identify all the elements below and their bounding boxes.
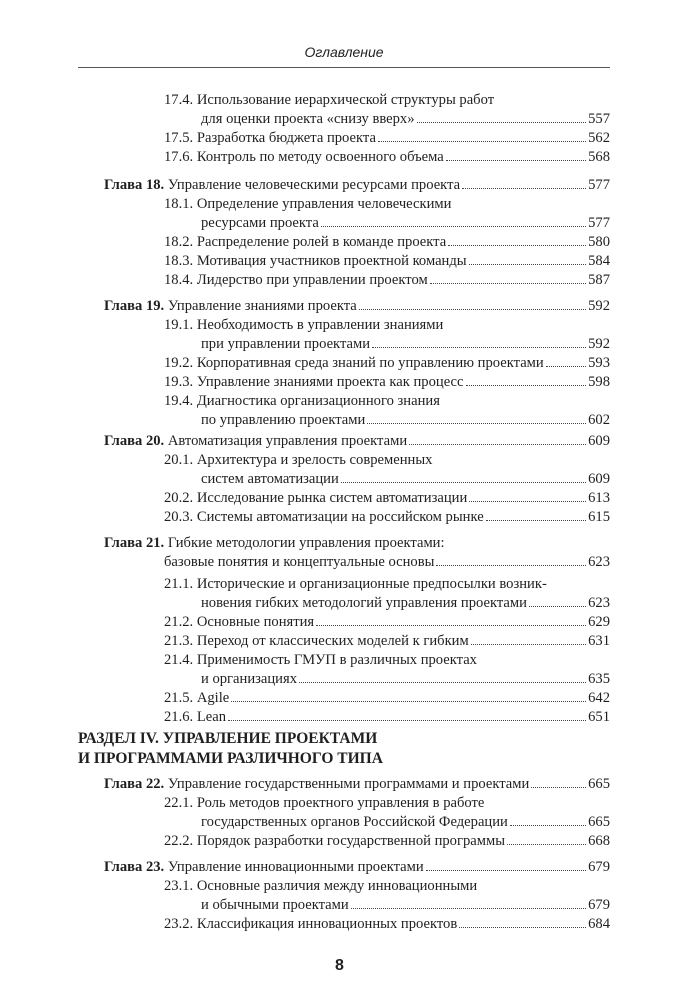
section-heading-line1: РАЗДЕЛ IV. УПРАВЛЕНИЕ ПРОЕКТАМИ xyxy=(78,730,378,747)
page-ref: 568 xyxy=(588,149,610,165)
leader-dots xyxy=(529,605,586,607)
leader-dots xyxy=(446,159,586,161)
entry-title: Корпоративная среда знаний по управлению проектами xyxy=(196,355,544,371)
running-title: Оглавление xyxy=(304,44,384,60)
entry-title: Классификация инновационных проектов xyxy=(196,916,458,932)
entry-title: Распределение ролей в команде проекта xyxy=(196,234,447,250)
toc-entry-23-1[interactable] xyxy=(164,877,610,915)
chapter-title: Гибкие методологии управления проектами: xyxy=(167,535,445,551)
toc-entry-23-2[interactable] xyxy=(164,915,610,934)
entry-title-continued: и организациях xyxy=(201,671,298,687)
entry-title: Управление знаниями проекта как процесс xyxy=(196,374,464,390)
entry-title: Основные различия между инновационными xyxy=(196,878,478,894)
entry-number: 21.6. xyxy=(164,709,194,725)
leader-dots xyxy=(372,346,586,348)
page-ref: 592 xyxy=(588,298,610,314)
toc-entry-21-6[interactable] xyxy=(164,708,610,727)
page-ref: 602 xyxy=(588,412,610,428)
section-heading-line2: И ПРОГРАММАМИ РАЗЛИЧНОГО ТИПА xyxy=(78,750,383,767)
page-ref: 577 xyxy=(588,215,610,231)
header-rule xyxy=(78,67,610,68)
leader-dots xyxy=(462,187,586,189)
leader-dots xyxy=(486,519,586,521)
leader-dots xyxy=(510,824,586,826)
entry-number: 20.3. xyxy=(164,509,194,525)
page-ref: 557 xyxy=(588,111,610,127)
page-ref: 668 xyxy=(588,833,610,849)
entry-number: 18.1. xyxy=(164,196,194,212)
page-ref: 584 xyxy=(588,253,610,269)
entry-number: 18.3. xyxy=(164,253,194,269)
entry-title: Основные понятия xyxy=(196,614,315,630)
toc-chapter-20[interactable] xyxy=(104,432,610,451)
chapter-title: Автоматизация управления проектами xyxy=(167,433,408,449)
chapter-label: Глава 23. xyxy=(104,859,165,875)
toc-entry-22-1[interactable] xyxy=(164,794,610,832)
toc-entry-19-3[interactable] xyxy=(164,373,610,392)
toc-chapter-21[interactable] xyxy=(104,534,610,572)
entry-title-continued: государственных органов Российской Федерации xyxy=(201,814,508,830)
entry-number: 17.6. xyxy=(164,149,194,165)
page-ref: 587 xyxy=(588,272,610,288)
chapter-title-continued: базовые понятия и концептуальные основы xyxy=(164,554,435,570)
toc-entry-19-2[interactable] xyxy=(164,354,610,373)
toc-entry-21-1[interactable] xyxy=(164,575,610,613)
leader-dots xyxy=(231,700,586,702)
toc-entry-17-6[interactable] xyxy=(164,148,610,167)
page-ref: 631 xyxy=(588,633,610,649)
page-ref: 623 xyxy=(588,554,610,570)
entry-title: Диагностика организационного знания xyxy=(196,393,440,409)
entry-title: Роль методов проектного управления в работе xyxy=(196,795,485,811)
entry-title-continued: новения гибких методологий управления проектами xyxy=(201,595,527,611)
leader-dots xyxy=(316,624,586,626)
page-ref: 665 xyxy=(588,776,610,792)
page-ref: 629 xyxy=(588,614,610,630)
toc-chapter-23[interactable] xyxy=(104,858,610,877)
leader-dots xyxy=(507,843,586,845)
entry-title-continued: для оценки проекта «снизу вверх» xyxy=(201,111,415,127)
entry-number: 20.1. xyxy=(164,452,194,468)
toc-entry-19-4[interactable] xyxy=(164,392,610,430)
toc-chapter-22[interactable] xyxy=(104,775,610,794)
page-ref: 562 xyxy=(588,130,610,146)
entry-number: 21.1. xyxy=(164,576,194,592)
page-ref: 615 xyxy=(588,509,610,525)
leader-dots xyxy=(469,263,587,265)
chapter-label: Глава 19. xyxy=(104,298,165,314)
chapter-title: Управление инновационными проектами xyxy=(167,859,424,875)
entry-title: Применимость ГМУП в различных проектах xyxy=(196,652,477,668)
toc-entry-19-1[interactable] xyxy=(164,316,610,354)
toc-entry-20-3[interactable] xyxy=(164,508,610,527)
toc-entry-17-5[interactable] xyxy=(164,129,610,148)
entry-title: Архитектура и зрелость современных xyxy=(196,452,433,468)
page-ref: 623 xyxy=(588,595,610,611)
leader-dots xyxy=(546,365,586,367)
toc-chapter-19[interactable] xyxy=(104,297,610,316)
chapter-label: Глава 22. xyxy=(104,776,165,792)
leader-dots xyxy=(448,244,586,246)
page-ref: 609 xyxy=(588,471,610,487)
leader-dots xyxy=(426,869,586,871)
entry-number: 19.3. xyxy=(164,374,194,390)
page-ref: 651 xyxy=(588,709,610,725)
toc-entry-22-2[interactable] xyxy=(164,832,610,851)
chapter-label: Глава 18. xyxy=(104,177,165,193)
entry-title: Порядок разработки государственной программы xyxy=(196,833,506,849)
entry-title-continued: систем автоматизации xyxy=(201,471,339,487)
page-ref: 679 xyxy=(588,859,610,875)
entry-number: 19.4. xyxy=(164,393,194,409)
toc-entry-21-4[interactable] xyxy=(164,651,610,689)
page-ref: 593 xyxy=(588,355,610,371)
leader-dots xyxy=(409,443,586,445)
page-number: 8 xyxy=(335,957,344,974)
entry-title: Лидерство при управлении проектом xyxy=(196,272,428,288)
toc-entry-18-4[interactable] xyxy=(164,271,610,290)
entry-number: 23.1. xyxy=(164,878,194,894)
page-ref: 684 xyxy=(588,916,610,932)
page-ref: 665 xyxy=(588,814,610,830)
entry-title: Agile xyxy=(196,690,230,706)
page-ref: 642 xyxy=(588,690,610,706)
leader-dots xyxy=(469,500,586,502)
leader-dots xyxy=(466,384,587,386)
leader-dots xyxy=(359,308,586,310)
toc-entry-18-3[interactable] xyxy=(164,252,610,271)
leader-dots xyxy=(430,282,586,284)
entry-title: Исторические и организационные предпосылки возник- xyxy=(196,576,547,592)
entry-number: 19.2. xyxy=(164,355,194,371)
entry-number: 21.4. xyxy=(164,652,194,668)
page-ref: 635 xyxy=(588,671,610,687)
section-heading[interactable] xyxy=(78,729,610,769)
toc-entry-21-3[interactable] xyxy=(164,632,610,651)
entry-number: 20.2. xyxy=(164,490,194,506)
entry-number: 18.2. xyxy=(164,234,194,250)
entry-number: 23.2. xyxy=(164,916,194,932)
leader-dots xyxy=(471,643,586,645)
toc-entry-18-2[interactable] xyxy=(164,233,610,252)
page-ref: 580 xyxy=(588,234,610,250)
leader-dots xyxy=(367,422,586,424)
chapter-title: Управление человеческими ресурсами проекта xyxy=(167,177,461,193)
entry-title-continued: по управлению проектами xyxy=(201,412,366,428)
toc-entry-21-2[interactable] xyxy=(164,613,610,632)
entry-title: Разработка бюджета проекта xyxy=(196,130,376,146)
entry-title: Использование иерархической структуры работ xyxy=(196,92,495,108)
toc-entry-21-5[interactable] xyxy=(164,689,610,708)
toc-entry-20-2[interactable] xyxy=(164,489,610,508)
page-ref: 577 xyxy=(588,177,610,193)
entry-title: Мотивация участников проектной команды xyxy=(196,253,467,269)
chapter-label: Глава 21. xyxy=(104,535,165,551)
entry-title: Системы автоматизации на российском рынке xyxy=(196,509,484,525)
entry-number: 17.5. xyxy=(164,130,194,146)
entry-title: Контроль по методу освоенного объема xyxy=(196,149,444,165)
page-ref: 609 xyxy=(588,433,610,449)
entry-title-continued: и обычными проектами xyxy=(201,897,349,913)
entry-number: 21.3. xyxy=(164,633,194,649)
entry-number: 18.4. xyxy=(164,272,194,288)
leader-dots xyxy=(351,907,586,909)
entry-title: Определение управления человеческими xyxy=(196,196,452,212)
leader-dots xyxy=(341,481,586,483)
page-ref: 679 xyxy=(588,897,610,913)
chapter-label: Глава 20. xyxy=(104,433,165,449)
toc-entry-18-1[interactable] xyxy=(164,195,610,233)
toc-entry-20-1[interactable] xyxy=(164,451,610,489)
entry-number: 22.2. xyxy=(164,833,194,849)
entry-title-continued: при управлении проектами xyxy=(201,336,371,352)
leader-dots xyxy=(459,926,586,928)
entry-number: 21.2. xyxy=(164,614,194,630)
chapter-title: Управление государственными программами и проектами xyxy=(167,776,530,792)
leader-dots xyxy=(436,564,586,566)
leader-dots xyxy=(417,121,587,123)
leader-dots xyxy=(378,140,586,142)
entry-title-continued: ресурсами проекта xyxy=(201,215,319,231)
entry-number: 17.4. xyxy=(164,92,194,108)
entry-number: 19.1. xyxy=(164,317,194,333)
entry-title: Необходимость в управлении знаниями xyxy=(196,317,444,333)
page-ref: 592 xyxy=(588,336,610,352)
leader-dots xyxy=(228,719,586,721)
leader-dots xyxy=(321,225,586,227)
entry-number: 22.1. xyxy=(164,795,194,811)
chapter-title: Управление знаниями проекта xyxy=(167,298,357,314)
page-ref: 613 xyxy=(588,490,610,506)
toc-entry-17-4[interactable] xyxy=(164,91,610,129)
entry-title: Lean xyxy=(196,709,227,725)
page-ref: 598 xyxy=(588,374,610,390)
leader-dots xyxy=(299,681,586,683)
entry-title: Переход от классических моделей к гибким xyxy=(196,633,469,649)
entry-title: Исследование рынка систем автоматизации xyxy=(196,490,468,506)
toc-chapter-18[interactable] xyxy=(104,176,610,195)
leader-dots xyxy=(531,786,586,788)
entry-number: 21.5. xyxy=(164,690,194,706)
